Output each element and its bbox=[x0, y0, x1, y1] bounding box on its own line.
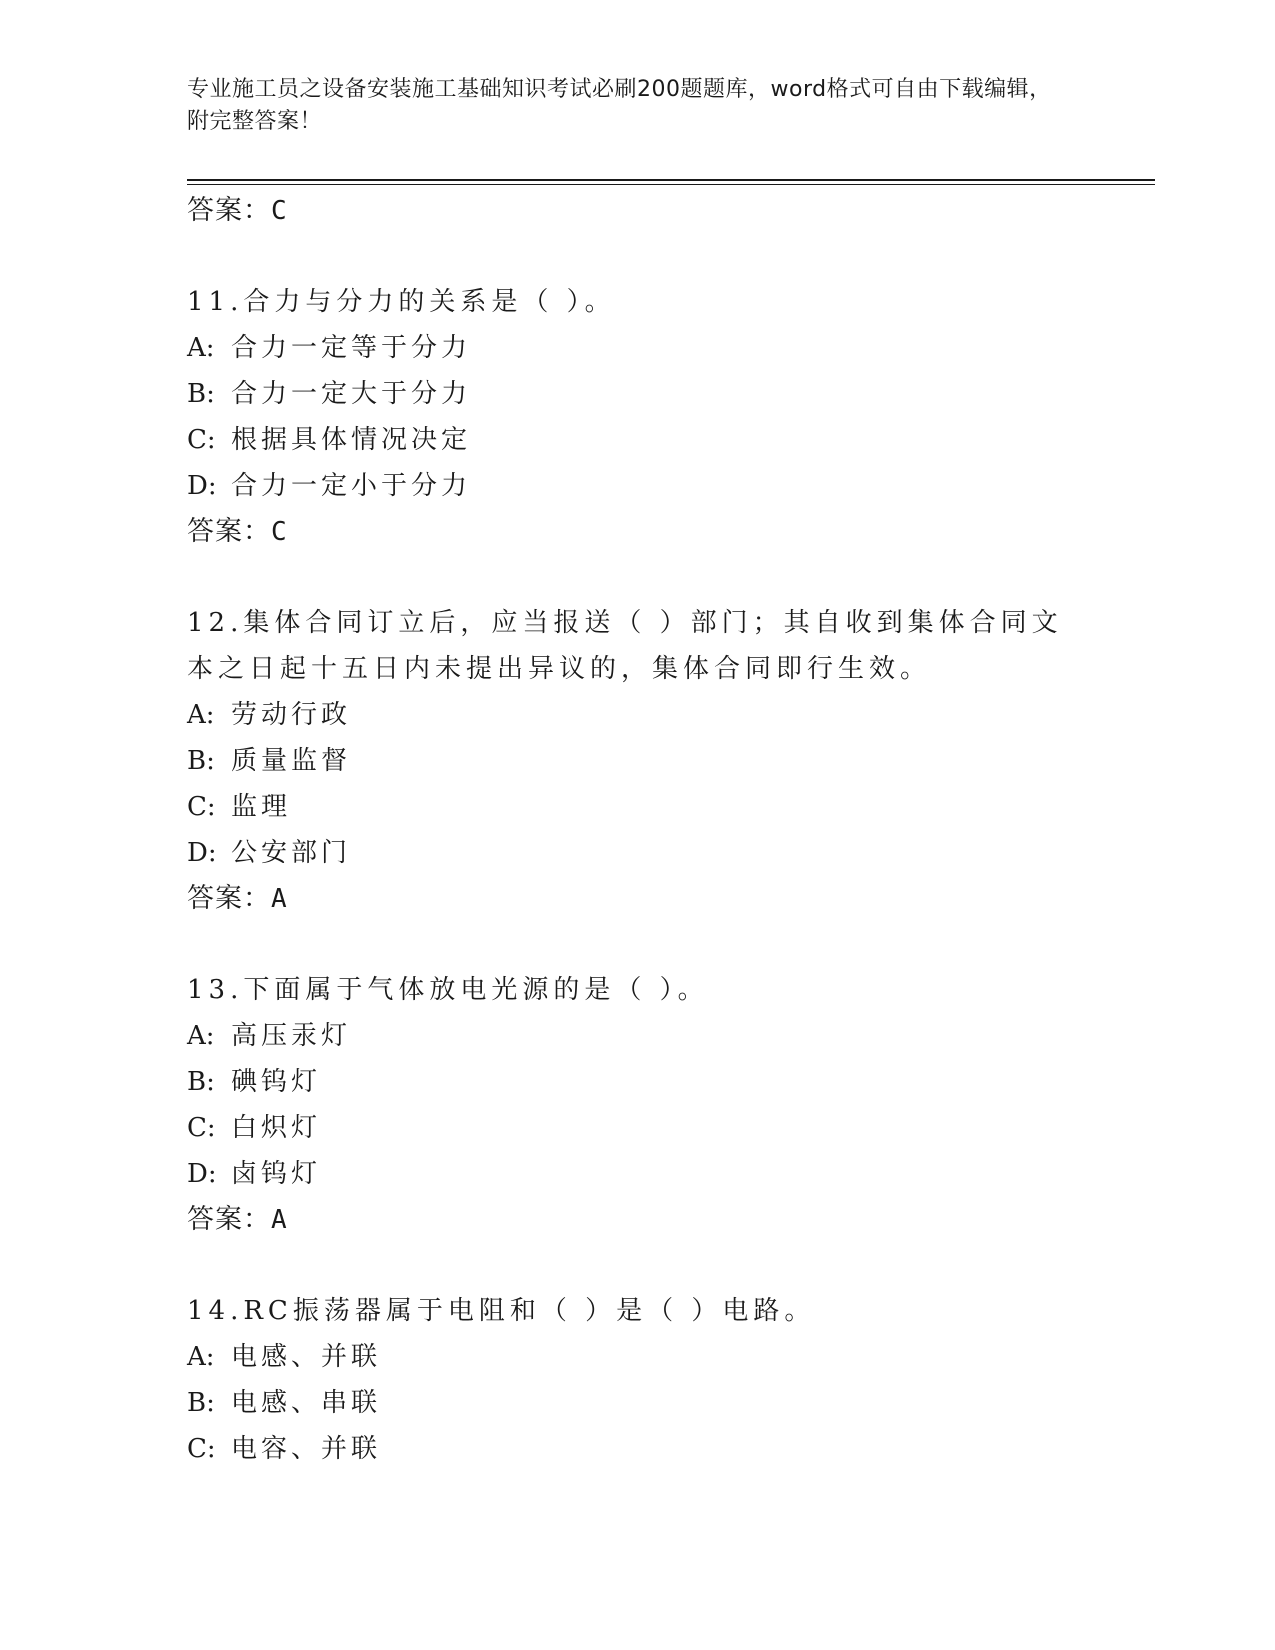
header-divider-thick bbox=[187, 179, 1155, 181]
option-text: 电容、并联 bbox=[231, 1434, 382, 1464]
option-text: 白炽灯 bbox=[231, 1113, 322, 1143]
option-b bbox=[187, 371, 1087, 417]
answer-label: 答案： bbox=[187, 195, 271, 226]
option-key: C: bbox=[187, 792, 216, 822]
answer-label: 答案： bbox=[187, 516, 271, 547]
option-c bbox=[187, 1105, 1087, 1151]
header-divider-thin bbox=[187, 184, 1155, 185]
option-key: D: bbox=[187, 471, 217, 501]
option-text: 电感、并联 bbox=[231, 1342, 382, 1372]
question-stem: 14.RC振荡器属于电阻和（ ）是（ ）电路。 bbox=[187, 1296, 816, 1326]
answer-line bbox=[187, 509, 1087, 555]
option-a bbox=[187, 1334, 1087, 1380]
option-text: 合力一定大于分力 bbox=[231, 379, 472, 409]
question-stem: 13.下面属于气体放电光源的是（ ）。 bbox=[187, 975, 709, 1005]
option-key: D: bbox=[187, 1159, 217, 1189]
option-text: 卤钨灯 bbox=[231, 1159, 322, 1189]
option-key: C: bbox=[187, 1434, 216, 1464]
answer-label: 答案： bbox=[187, 1204, 271, 1235]
option-key: B: bbox=[187, 379, 215, 409]
option-d bbox=[187, 1151, 1087, 1197]
option-key: A: bbox=[187, 1021, 215, 1051]
question-11 bbox=[187, 279, 1087, 555]
option-key: D: bbox=[187, 838, 217, 868]
option-text: 碘钨灯 bbox=[231, 1067, 322, 1097]
option-text: 合力一定小于分力 bbox=[231, 471, 472, 501]
option-text: 高压汞灯 bbox=[231, 1021, 352, 1051]
question-13 bbox=[187, 967, 1087, 1243]
option-text: 电感、串联 bbox=[231, 1388, 382, 1418]
answer-line bbox=[187, 188, 1087, 234]
option-key: B: bbox=[187, 1067, 215, 1097]
option-c bbox=[187, 1426, 1087, 1472]
option-key: B: bbox=[187, 1388, 215, 1418]
option-key: C: bbox=[187, 1113, 216, 1143]
option-c bbox=[187, 784, 1087, 830]
question-stem: 11.合力与分力的关系是（ ）。 bbox=[187, 287, 616, 317]
option-d bbox=[187, 830, 1087, 876]
answer-value: C bbox=[271, 517, 288, 547]
option-key: A: bbox=[187, 1342, 215, 1372]
document-header: 专业施工员之设备安装施工基础知识考试必刷200题题库，word格式可自由下载编辑，附完整答案！ bbox=[187, 77, 1052, 134]
option-text: 质量监督 bbox=[231, 746, 352, 776]
option-key: C: bbox=[187, 425, 216, 455]
option-key: A: bbox=[187, 700, 215, 730]
question-list bbox=[187, 188, 1087, 1472]
option-c bbox=[187, 417, 1087, 463]
option-text: 合力一定等于分力 bbox=[231, 333, 472, 363]
option-a bbox=[187, 325, 1087, 371]
question-stem: 12.集体合同订立后，应当报送（ ）部门；其自收到集体合同文本之日起十五日内未提出异议的，集体合同即行生效。 bbox=[187, 608, 1063, 684]
option-text: 根据具体情况决定 bbox=[231, 425, 472, 455]
question-12 bbox=[187, 600, 1087, 922]
option-text: 公安部门 bbox=[231, 838, 352, 868]
answer-value: A bbox=[271, 1205, 288, 1235]
option-key: B: bbox=[187, 746, 215, 776]
option-d bbox=[187, 463, 1087, 509]
option-b bbox=[187, 738, 1087, 784]
answer-value: A bbox=[271, 884, 288, 914]
answer-line bbox=[187, 876, 1087, 922]
option-a bbox=[187, 692, 1087, 738]
option-b bbox=[187, 1059, 1087, 1105]
option-b bbox=[187, 1380, 1087, 1426]
question-14 bbox=[187, 1288, 1087, 1472]
option-key: A: bbox=[187, 333, 215, 363]
answer-line bbox=[187, 1197, 1087, 1243]
option-text: 监理 bbox=[231, 792, 292, 822]
option-text: 劳动行政 bbox=[231, 700, 352, 730]
answer-value: C bbox=[271, 196, 288, 226]
option-a bbox=[187, 1013, 1087, 1059]
answer-label: 答案： bbox=[187, 883, 271, 914]
